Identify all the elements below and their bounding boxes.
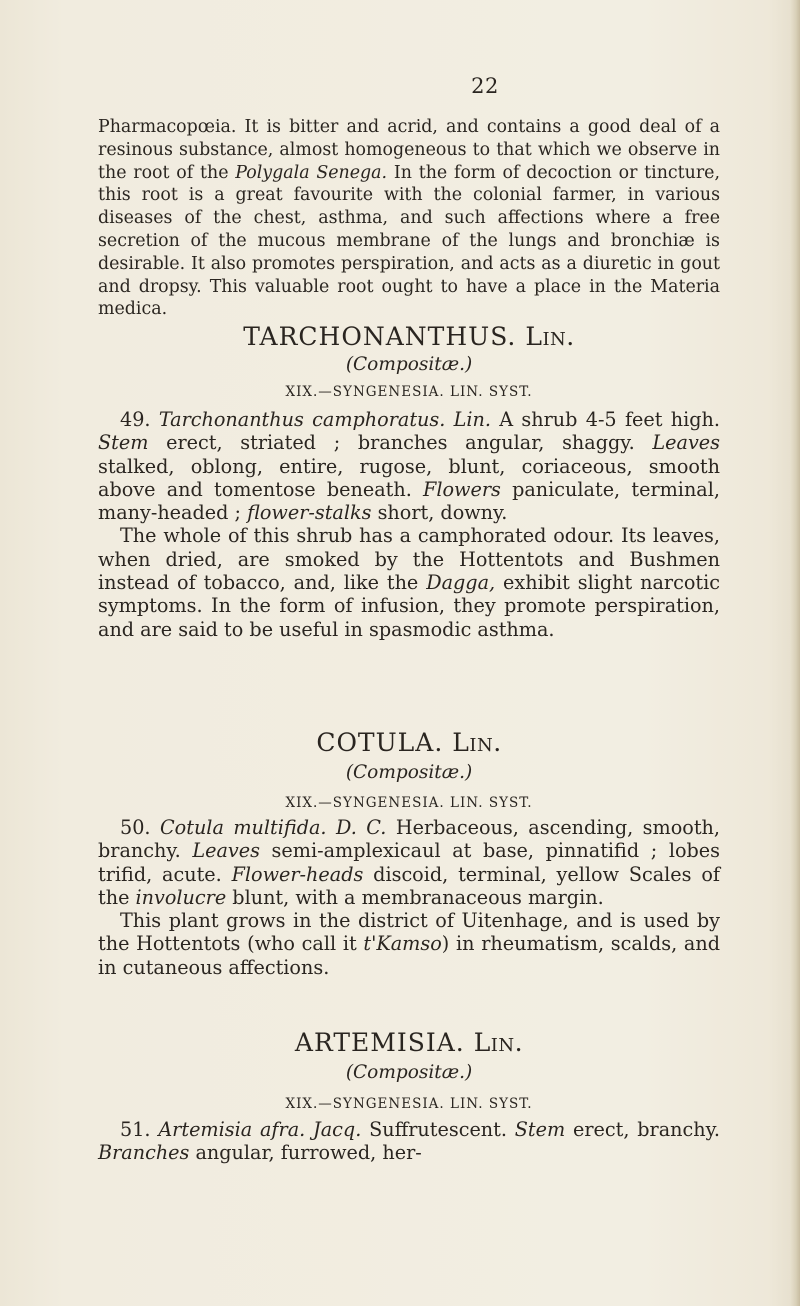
species-name: Artemisia afra. Jacq. [158,1118,362,1141]
desc-text: blunt, with a membranaceous margin. [226,885,604,909]
genus-authority: Lin. [452,728,502,757]
notes-term: Dagga, [426,571,496,595]
species-name: Tarchonanthus camphoratus. Lin. [158,408,491,431]
page-edge [790,0,800,1306]
desc-text: Herbaceous, ascending, smooth, branchy. [98,816,720,863]
notes-text: The whole of this shrub has a camphorated odour. Its leaves, when dried, are smoked by the Hottentots and Bushmen instead of tobacco, and, like the [98,524,720,595]
species-description [98,408,720,641]
genus-name: ARTEMISIA. [294,1028,465,1057]
system-label: XIX.—SYNGENESIA. LIN. SYST. [285,795,533,811]
notes-text: exhibit slight narcotic symptoms. In the form of infusion, they promote perspiration, and are said to be useful in spasmodic asthma. [98,571,720,641]
page-number: 22 [471,74,499,98]
desc-text: A shrub 4-5 feet high. [490,408,720,431]
notes-term: t'Kamso [363,932,442,956]
species-number: 50. [120,816,151,839]
desc-text: short, downy. [371,501,508,525]
desc-term: Branches [98,1141,190,1165]
desc-text: stalked, oblong, entire, rugose, blunt, coriaceous, smooth above and tomentose beneath. [98,454,720,501]
genus-heading [98,728,720,757]
genus-name: COTULA. [316,728,444,757]
genus-authority: Lin. [525,322,575,351]
notes-text: This plant grows in the district of Uitenhage, and is used by the Hottentots (who call it [98,909,720,956]
desc-text: erect, striated ; branches angular, shaggy. [148,431,653,455]
intro-text-2: In the form of decoction or tincture, this root is a great favourite with the colonial farmer, in various diseases of the chest, asthma, and such affections where a free secretion of the mucous membrane of the lungs and bronchiæ is desirable. It also promotes perspiration, and acts as a diuretic in gout and dropsy. This valuable root ought to have a place in the Materia medica. [98,162,720,320]
family-label: (Compositæ.) [345,354,473,375]
desc-text: erect, branchy. [565,1118,720,1141]
desc-term: Flower-heads [231,862,364,886]
species-name: Cotula multifida. D. C. [160,816,387,839]
system-label: XIX.—SYNGENESIA. LIN. SYST. [285,384,533,400]
desc-text: semi-amplexicaul at base, pinnatifid ; lobes trifid, acute. [98,839,720,886]
genus-heading [98,322,720,351]
desc-term: Stem [98,431,149,455]
desc-term: involucre [135,885,227,909]
genus-name: TARCHONANTHUS. [243,322,517,351]
genus-heading [98,1028,720,1057]
desc-text: discoid, terminal, yellow Scales of the [98,862,721,909]
desc-text: Suffrutescent. [361,1118,515,1141]
species-description [98,816,720,979]
species-number: 49. [120,408,151,431]
desc-term: Flowers [423,477,501,501]
genus-authority: Lin. [473,1028,524,1057]
family-label: (Compositæ.) [345,762,473,783]
intro-text: Pharmacopœia. It is bitter and acrid, and contains a good deal of a resinous substance, almost homogeneous to that which we observe in the root of the [98,117,720,183]
desc-text: angular, furrowed, her- [189,1141,422,1165]
species-number: 51. [120,1118,151,1141]
family-label: (Compositæ.) [345,1062,473,1083]
desc-term: Leaves [652,431,720,455]
system-label: XIX.—SYNGENESIA. LIN. SYST. [285,1096,533,1112]
desc-text: paniculate, terminal, many-headed ; [98,477,720,525]
desc-term: flower-stalks [247,501,372,525]
notes-text: ) in rheumatism, scalds, and in cutaneous affections. [98,932,720,979]
intro-italic: Polygala Senega. [235,162,388,183]
desc-term: Leaves [192,839,260,863]
species-description [98,1118,720,1165]
intro-paragraph [98,116,720,321]
desc-term: Stem [514,1118,566,1141]
